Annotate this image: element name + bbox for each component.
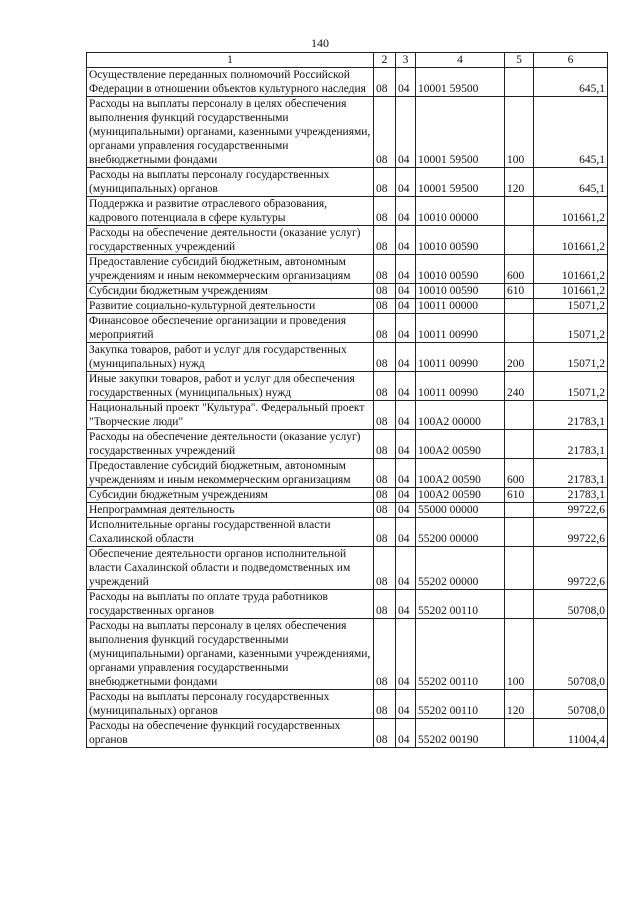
row-sum: 645,1 xyxy=(534,168,608,197)
row-vr xyxy=(505,547,534,590)
row-pr: 04 xyxy=(396,372,416,401)
row-sum: 21783,1 xyxy=(534,459,608,488)
row-name: Иные закупки товаров, работ и услуг для обеспечения государственных (муниципальных) нужд xyxy=(87,372,374,401)
row-vr: 100 xyxy=(505,619,534,690)
row-name: Субсидии бюджетным учреждениям xyxy=(87,284,374,299)
table-row xyxy=(87,719,608,748)
row-sum: 101661,2 xyxy=(534,255,608,284)
row-vr: 610 xyxy=(505,488,534,503)
table-row xyxy=(87,590,608,619)
row-csr: 10010 00000 xyxy=(416,197,505,226)
row-vr: 610 xyxy=(505,284,534,299)
row-name: Расходы на обеспечение деятельности (оказание услуг) государственных учреждений xyxy=(87,430,374,459)
row-sum: 101661,2 xyxy=(534,226,608,255)
row-name: Финансовое обеспечение организации и проведения мероприятий xyxy=(87,314,374,343)
table-row xyxy=(87,284,608,299)
table-row xyxy=(87,459,608,488)
row-name: Развитие социально-культурной деятельности xyxy=(87,299,374,314)
row-rz: 08 xyxy=(374,518,396,547)
table-row xyxy=(87,314,608,343)
row-name: Расходы на выплаты персоналу государственных (муниципальных) органов xyxy=(87,690,374,719)
row-pr: 04 xyxy=(396,719,416,748)
row-vr xyxy=(505,719,534,748)
row-vr xyxy=(505,503,534,518)
row-sum: 50708,0 xyxy=(534,690,608,719)
table-row xyxy=(87,168,608,197)
row-vr xyxy=(505,197,534,226)
row-csr: 100А2 00590 xyxy=(416,488,505,503)
row-csr: 10011 00990 xyxy=(416,343,505,372)
row-rz: 08 xyxy=(374,343,396,372)
table-row xyxy=(87,343,608,372)
row-rz: 08 xyxy=(374,401,396,430)
table-row xyxy=(87,197,608,226)
page-number: 140 xyxy=(311,36,329,50)
row-rz: 08 xyxy=(374,690,396,719)
row-name: Закупка товаров, работ и услуг для государственных (муниципальных) нужд xyxy=(87,343,374,372)
row-name: Предоставление субсидий бюджетным, автономным учреждениям и иным некоммерческим организациям xyxy=(87,255,374,284)
row-vr xyxy=(505,68,534,97)
header-row xyxy=(87,53,608,68)
row-vr: 120 xyxy=(505,168,534,197)
row-pr: 04 xyxy=(396,314,416,343)
row-sum: 101661,2 xyxy=(534,284,608,299)
row-csr: 55202 00110 xyxy=(416,590,505,619)
row-sum: 21783,1 xyxy=(534,488,608,503)
row-csr: 55200 00000 xyxy=(416,518,505,547)
row-rz: 08 xyxy=(374,547,396,590)
row-pr: 04 xyxy=(396,68,416,97)
row-rz: 08 xyxy=(374,299,396,314)
row-pr: 04 xyxy=(396,197,416,226)
row-csr: 10001 59500 xyxy=(416,68,505,97)
row-vr: 240 xyxy=(505,372,534,401)
table-row xyxy=(87,690,608,719)
table-row xyxy=(87,518,608,547)
row-name: Осуществление переданных полномочий Российской Федерации в отношении объектов культурного наследия xyxy=(87,68,374,97)
row-sum: 101661,2 xyxy=(534,197,608,226)
row-pr: 04 xyxy=(396,503,416,518)
row-rz: 08 xyxy=(374,430,396,459)
row-pr: 04 xyxy=(396,343,416,372)
table-row xyxy=(87,226,608,255)
row-pr: 04 xyxy=(396,284,416,299)
row-rz: 08 xyxy=(374,168,396,197)
row-sum: 21783,1 xyxy=(534,430,608,459)
row-vr xyxy=(505,430,534,459)
table-row xyxy=(87,401,608,430)
row-rz: 08 xyxy=(374,719,396,748)
row-csr: 10010 00590 xyxy=(416,226,505,255)
row-pr: 04 xyxy=(396,168,416,197)
row-vr: 100 xyxy=(505,97,534,168)
row-pr: 04 xyxy=(396,590,416,619)
row-vr xyxy=(505,401,534,430)
row-sum: 50708,0 xyxy=(534,590,608,619)
row-pr: 04 xyxy=(396,518,416,547)
row-pr: 04 xyxy=(396,430,416,459)
row-sum: 99722,6 xyxy=(534,503,608,518)
table-row xyxy=(87,430,608,459)
row-csr: 10011 00000 xyxy=(416,299,505,314)
budget-table xyxy=(86,52,608,748)
table-row xyxy=(87,488,608,503)
row-csr: 10010 00590 xyxy=(416,284,505,299)
row-rz: 08 xyxy=(374,590,396,619)
row-sum: 645,1 xyxy=(534,97,608,168)
row-name: Исполнительные органы государственной власти Сахалинской области xyxy=(87,518,374,547)
row-rz: 08 xyxy=(374,459,396,488)
row-name: Поддержка и развитие отраслевого образования, кадрового потенциала в сфере культуры xyxy=(87,197,374,226)
row-pr: 04 xyxy=(396,459,416,488)
row-vr: 600 xyxy=(505,459,534,488)
row-rz: 08 xyxy=(374,488,396,503)
row-csr: 55202 00110 xyxy=(416,619,505,690)
row-csr: 10001 59500 xyxy=(416,97,505,168)
row-rz: 08 xyxy=(374,314,396,343)
header-col-vr: 5 xyxy=(505,53,534,68)
row-rz: 08 xyxy=(374,97,396,168)
header-col-sum: 6 xyxy=(534,53,608,68)
row-name: Расходы на выплаты по оплате труда работников государственных органов xyxy=(87,590,374,619)
row-pr: 04 xyxy=(396,226,416,255)
row-vr xyxy=(505,518,534,547)
row-vr xyxy=(505,226,534,255)
row-sum: 15071,2 xyxy=(534,299,608,314)
row-sum: 99722,6 xyxy=(534,518,608,547)
header-col-name: 1 xyxy=(87,53,374,68)
row-csr: 10010 00590 xyxy=(416,255,505,284)
row-csr: 100А2 00000 xyxy=(416,401,505,430)
row-sum: 15071,2 xyxy=(534,372,608,401)
row-csr: 100А2 00590 xyxy=(416,459,505,488)
row-vr xyxy=(505,590,534,619)
row-rz: 08 xyxy=(374,68,396,97)
row-csr: 55000 00000 xyxy=(416,503,505,518)
table-row xyxy=(87,503,608,518)
row-name: Расходы на обеспечение деятельности (оказание услуг) государственных учреждений xyxy=(87,226,374,255)
row-csr: 55202 00190 xyxy=(416,719,505,748)
row-csr: 55202 00110 xyxy=(416,690,505,719)
row-pr: 04 xyxy=(396,547,416,590)
row-rz: 08 xyxy=(374,372,396,401)
row-rz: 08 xyxy=(374,284,396,299)
table-row xyxy=(87,97,608,168)
row-vr: 600 xyxy=(505,255,534,284)
table-row xyxy=(87,619,608,690)
table-row xyxy=(87,372,608,401)
row-csr: 10011 00990 xyxy=(416,372,505,401)
row-rz: 08 xyxy=(374,503,396,518)
row-pr: 04 xyxy=(396,619,416,690)
table-row xyxy=(87,299,608,314)
row-name: Субсидии бюджетным учреждениям xyxy=(87,488,374,503)
row-sum: 645,1 xyxy=(534,68,608,97)
row-csr: 100А2 00590 xyxy=(416,430,505,459)
table-row xyxy=(87,255,608,284)
row-rz: 08 xyxy=(374,255,396,284)
row-name: Расходы на выплаты персоналу государственных (муниципальных) органов xyxy=(87,168,374,197)
row-sum: 15071,2 xyxy=(534,343,608,372)
row-pr: 04 xyxy=(396,299,416,314)
row-name: Расходы на выплаты персоналу в целях обеспечения выполнения функций государственными (муниципальными) органами, казенными учреждениями, органами управления государственными внебюджетными фондами xyxy=(87,97,374,168)
row-pr: 04 xyxy=(396,97,416,168)
row-vr xyxy=(505,299,534,314)
row-name: Обеспечение деятельности органов исполнительной власти Сахалинской области и подведомственных им учреждений xyxy=(87,547,374,590)
header-col-rz: 2 xyxy=(374,53,396,68)
row-name: Предоставление субсидий бюджетным, автономным учреждениям и иным некоммерческим организациям xyxy=(87,459,374,488)
row-csr: 55202 00000 xyxy=(416,547,505,590)
row-pr: 04 xyxy=(396,690,416,719)
row-rz: 08 xyxy=(374,197,396,226)
table-row xyxy=(87,68,608,97)
row-sum: 21783,1 xyxy=(534,401,608,430)
header-col-csr: 4 xyxy=(416,53,505,68)
row-sum: 50708,0 xyxy=(534,619,608,690)
row-pr: 04 xyxy=(396,488,416,503)
row-vr: 200 xyxy=(505,343,534,372)
row-vr: 120 xyxy=(505,690,534,719)
table-row xyxy=(87,547,608,590)
row-pr: 04 xyxy=(396,401,416,430)
row-csr: 10001 59500 xyxy=(416,168,505,197)
row-name: Непрограммная деятельность xyxy=(87,503,374,518)
table-body xyxy=(87,68,608,748)
row-csr: 10011 00990 xyxy=(416,314,505,343)
row-vr xyxy=(505,314,534,343)
row-name: Расходы на выплаты персоналу в целях обеспечения выполнения функций государственными (муниципальными) органами, казенными учреждениями, органами управления государственными внебюджетными фондами xyxy=(87,619,374,690)
row-rz: 08 xyxy=(374,619,396,690)
row-rz: 08 xyxy=(374,226,396,255)
row-name: Национальный проект "Культура". Федеральный проект "Творческие люди" xyxy=(87,401,374,430)
row-name: Расходы на обеспечение функций государственных органов xyxy=(87,719,374,748)
row-sum: 15071,2 xyxy=(534,314,608,343)
header-col-pr: 3 xyxy=(396,53,416,68)
row-sum: 11004,4 xyxy=(534,719,608,748)
row-pr: 04 xyxy=(396,255,416,284)
row-sum: 99722,6 xyxy=(534,547,608,590)
